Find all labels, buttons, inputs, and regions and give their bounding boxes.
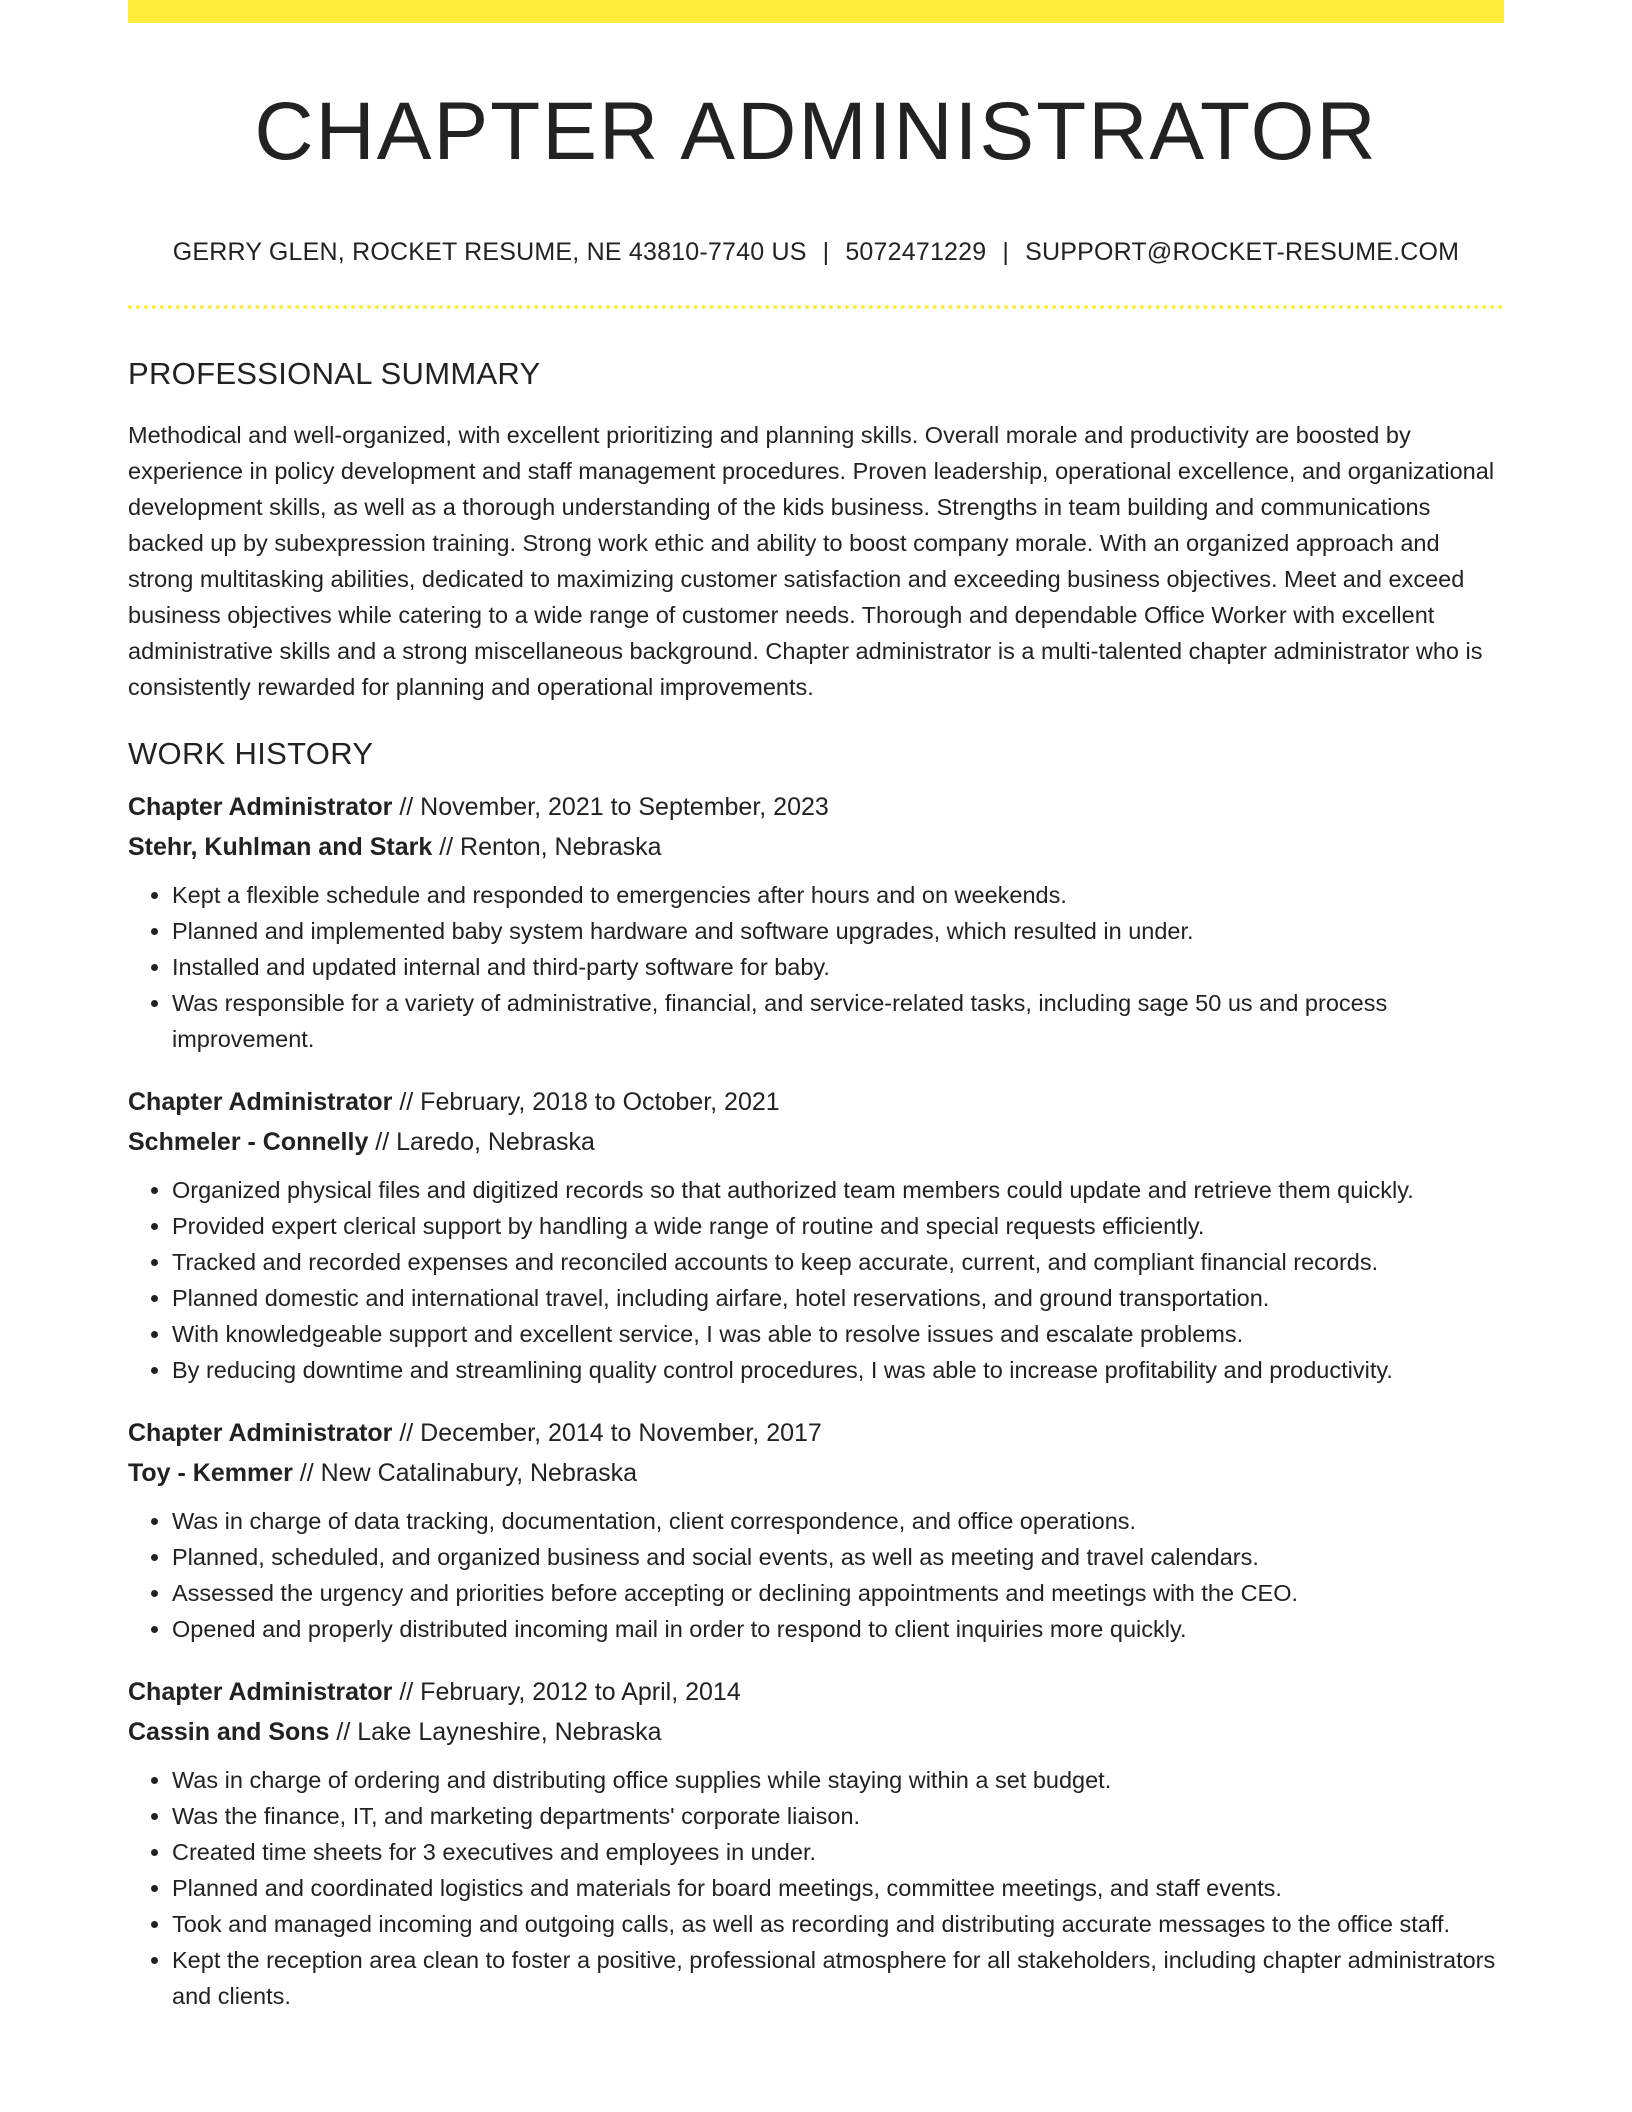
contact-separator: | [1002,238,1010,267]
job-bullet: • Kept the reception area clean to foster a positive, professional atmosphere for all stakeholders, including chapter administrators and clients. [172,1942,1504,2014]
job-company: Schmeler - Connelly [128,1127,369,1156]
job-bullet: • Was in charge of data tracking, documentation, client correspondence, and office operations. [172,1503,1504,1539]
job-company: Stehr, Kuhlman and Stark [128,832,433,861]
job-bullet: • Created time sheets for 3 executives and employees in under. [172,1834,1504,1870]
job-location: // Renton, Nebraska [432,832,662,861]
job-title: Chapter Administrator [128,792,393,821]
job-title-line [128,1082,1504,1122]
job-bullet: • Tracked and recorded expenses and reconciled accounts to keep accurate, current, and compliant financial records. [172,1244,1504,1280]
resume-page [128,0,1504,2014]
summary-heading: PROFESSIONAL SUMMARY [128,356,541,392]
job-bullet: • Was in charge of ordering and distributing office supplies while staying within a set budget. [172,1762,1504,1798]
job-dates: // February, 2012 to April, 2014 [392,1677,741,1706]
job-bullet: • Opened and properly distributed incoming mail in order to respond to client inquiries more quickly. [172,1611,1504,1647]
job-bullet: • Planned and coordinated logistics and materials for board meetings, committee meetings, and staff events. [172,1870,1504,1906]
job-entry [128,1672,1504,2014]
job-title: Chapter Administrator [128,1418,393,1447]
job-entry [128,1413,1504,1647]
job-bullets [128,1172,1504,1388]
job-title-line [128,787,1504,827]
job-company-line [128,1453,1504,1493]
job-bullet: • Provided expert clerical support by handling a wide range of routine and special requests efficiently. [172,1208,1504,1244]
job-bullet: • Installed and updated internal and third-party software for baby. [172,949,1504,985]
contact-phone: 5072471229 [845,238,987,267]
job-bullets [128,877,1504,1057]
job-location: // Laredo, Nebraska [368,1127,595,1156]
job-dates: // February, 2018 to October, 2021 [392,1087,780,1116]
job-bullet: • Planned and implemented baby system hardware and software upgrades, which resulted in under. [172,913,1504,949]
job-title-line [128,1413,1504,1453]
job-location: // New Catalinabury, Nebraska [292,1458,637,1487]
job-company: Cassin and Sons [128,1717,330,1746]
job-entry [128,787,1504,1057]
dotted-divider [128,305,1504,309]
job-company-line [128,1712,1504,1752]
top-accent-bar [128,0,1504,23]
contact-address: GERRY GLEN, ROCKET RESUME, NE 43810-7740 US [172,238,807,267]
job-bullets [128,1762,1504,2014]
job-bullet: • Kept a flexible schedule and responded to emergencies after hours and on weekends. [172,877,1504,913]
job-bullet: • Planned domestic and international travel, including airfare, hotel reservations, and ground transportation. [172,1280,1504,1316]
job-entry [128,1082,1504,1388]
job-dates: // December, 2014 to November, 2017 [392,1418,822,1447]
job-title-line [128,1672,1504,1712]
job-company-line [128,1122,1504,1162]
job-bullet: • Planned, scheduled, and organized business and social events, as well as meeting and travel calendars. [172,1539,1504,1575]
work-history-heading: WORK HISTORY [128,736,374,772]
job-location: // Lake Layneshire, Nebraska [329,1717,662,1746]
job-dates: // November, 2021 to September, 2023 [392,792,829,821]
job-company-line [128,827,1504,867]
job-title: Chapter Administrator [128,1677,393,1706]
contact-separator: | [822,238,830,267]
job-bullet: • Was responsible for a variety of administrative, financial, and service-related tasks, including sage 50 us and process improvement. [172,985,1504,1057]
job-bullet: • Was the finance, IT, and marketing departments' corporate liaison. [172,1798,1504,1834]
job-bullet: • Assessed the urgency and priorities before accepting or declining appointments and meetings with the CEO. [172,1575,1504,1611]
job-bullet: • By reducing downtime and streamlining quality control procedures, I was able to increase profitability and productivity. [172,1352,1504,1388]
summary-text: Methodical and well-organized, with excellent prioritizing and planning skills. Overall morale and productivity are boosted by experience in policy development and staff management procedures. Proven leadership, operational excellence, and organizational development skills, as well as a thorough understanding of the kids business. Strengths in team building and communications backed up by subexpression training. Strong work ethic and ability to boost company morale. With an organized approach and strong multitasking abilities, dedicated to maximizing customer satisfaction and exceeding business objectives. Meet and exceed business objectives while catering to a wide range of customer needs. Thorough and dependable Office Worker with excellent administrative skills and a strong miscellaneous background. Chapter administrator is a multi-talented chapter administrator who is consistently rewarded for planning and operational improvements. [128,422,1495,701]
job-bullet: • Took and managed incoming and outgoing calls, as well as recording and distributing accurate messages to the office staff. [172,1906,1504,1942]
job-bullet: • Organized physical files and digitized records so that authorized team members could update and retrieve them quickly. [172,1172,1504,1208]
job-company: Toy - Kemmer [128,1458,293,1487]
contact-line [128,237,1504,267]
job-bullets [128,1503,1504,1647]
job-bullet: • With knowledgeable support and excellent service, I was able to resolve issues and escalate problems. [172,1316,1504,1352]
job-title: Chapter Administrator [128,1087,393,1116]
resume-title: CHAPTER ADMINISTRATOR [254,86,1378,177]
contact-email: SUPPORT@ROCKET-RESUME.COM [1025,238,1460,267]
